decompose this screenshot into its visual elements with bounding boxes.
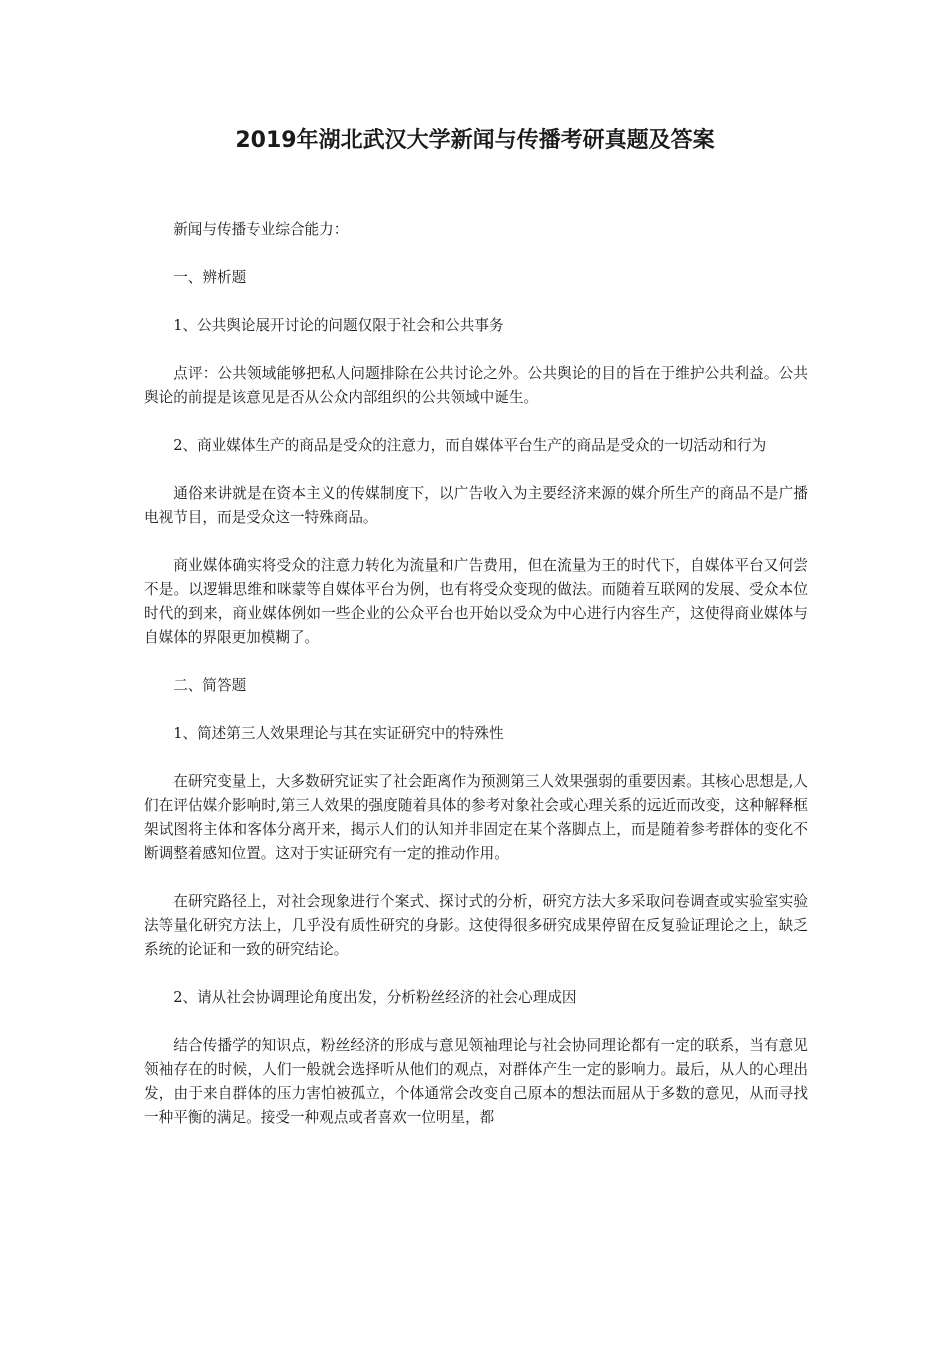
document-body (144, 218, 808, 1154)
body-paragraph: 在研究路径上，对社会现象进行个案式、探讨式的分析，研究方法大多采取问卷调查或实验室实验法等量化研究方法上，几乎没有质性研究的身影。这使得很多研究成果停留在反复验证理论之上，缺乏系统的论证和一致的研究结论。 (144, 893, 808, 958)
body-paragraph: 商业媒体确实将受众的注意力转化为流量和广告费用，但在流量为王的时代下，自媒体平台又何尝不是。以逻辑思维和咪蒙等自媒体平台为例，也有将受众变现的做法。而随着互联网的发展、受众本位时代的到来，商业媒体例如一些企业的公众平台也开始以受众为中心进行内容生产，这使得商业媒体与自媒体的界限更加模糊了。 (144, 557, 808, 646)
document-title: 2019年湖北武汉大学新闻与传播考研真题及答案 (235, 128, 715, 153)
body-paragraph: 通俗来讲就是在资本主义的传媒制度下，以广告收入为主要经济来源的媒介所生产的商品不是广播电视节目，而是受众这一特殊商品。 (144, 485, 808, 526)
section-heading: 二、简答题 (173, 677, 247, 694)
section-heading: 一、辨析题 (173, 269, 247, 286)
question-heading: 1、公共舆论展开讨论的问题仅限于社会和公共事务 (173, 317, 504, 334)
question-heading: 2、商业媒体生产的商品是受众的注意力，而自媒体平台生产的商品是受众的一切活动和行为 (173, 437, 767, 454)
question-heading: 1、简述第三人效果理论与其在实证研究中的特殊性 (173, 725, 504, 742)
body-paragraph: 结合传播学的知识点，粉丝经济的形成与意见领袖理论与社会协同理论都有一定的联系，当有意见领袖存在的时候，人们一般就会选择听从他们的观点，对群体产生一定的影响力。最后，从人的心理出发，由于来自群体的压力害怕被孤立，个体通常会改变自己原本的想法而屈从于多数的意见，从而寻找一种平衡的满足。接受一种观点或者喜欢一位明星，都 (144, 1037, 808, 1126)
body-paragraph: 新闻与传播专业综合能力： (173, 221, 349, 238)
body-paragraph: 点评：公共领域能够把私人问题排除在公共讨论之外。公共舆论的目的旨在于维护公共利益。公共舆论的前提是该意见是否从公众内部组织的公共领域中诞生。 (144, 365, 808, 406)
question-heading: 2、请从社会协调理论角度出发，分析粉丝经济的社会心理成因 (173, 989, 577, 1006)
body-paragraph: 在研究变量上，大多数研究证实了社会距离作为预测第三人效果强弱的重要因素。其核心思想是,人们在评估媒介影响时,第三人效果的强度随着具体的参考对象社会或心理关系的远近而改变，这种解释框架试图将主体和客体分离开来，揭示人们的认知并非固定在某个落脚点上，而是随着参考群体的变化不断调整着感知位置。这对于实证研究有一定的推动作用。 (144, 773, 808, 862)
